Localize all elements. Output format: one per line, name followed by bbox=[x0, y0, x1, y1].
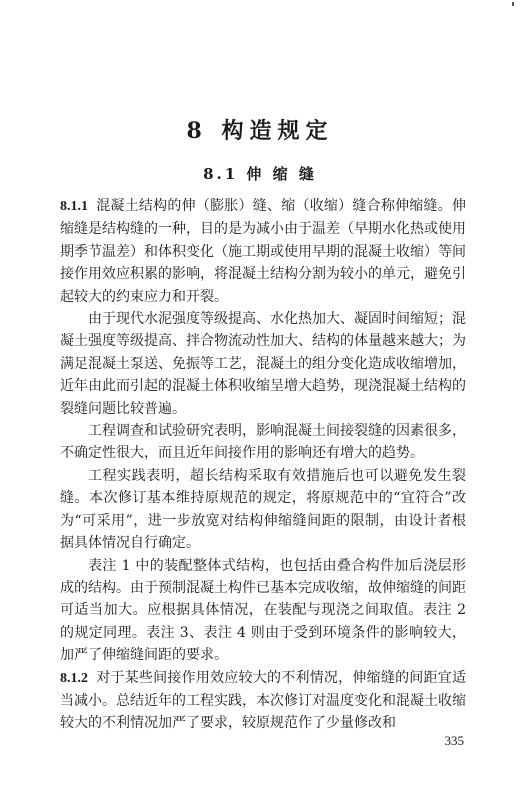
clause-number: 8.1.2 bbox=[60, 670, 88, 686]
body-text bbox=[60, 195, 466, 735]
paragraph-text: 对于某些间接作用效应较大的不利情况，伸缩缝的间距宜适当减小。总结近年的工程实践，本次修订对温度变化和混凝土收缩较大的不利情况加严了要求，较原规范作了少量修改和 bbox=[60, 669, 466, 732]
clause-paragraph bbox=[60, 195, 466, 308]
paragraph-text: 混凝土结构的伸（膨胀）缝、缩（收缩）缝合称伸缩缝。伸缩缝是结构缝的一种，目的是为减小由于温差（早期水化热或使用期季节温差）和体积变化（施工期或使用早期的混凝土收缩）等间接作用效应积累的影响，将混凝土结构分割为较小的单元，避免引起较大的约束应力和开裂。 bbox=[60, 198, 466, 305]
page-number: 335 bbox=[444, 733, 464, 748]
chapter-title: 8 构造规定 bbox=[186, 118, 334, 144]
section-title: 8.1 伸 缩 缝 bbox=[203, 165, 317, 183]
paragraph: 工程实践表明，超长结构采取有效措施后也可以避免发生裂缝。本次修订基本维持原规范的规定，将原规范中的“宜符合”改为“可采用”，进一步放宽对结构伸缩缝间距的限制，由设计者根据具体情况自行确定。 bbox=[60, 467, 466, 552]
clause-paragraph bbox=[60, 667, 466, 735]
paragraph: 由于现代水泥强度等级提高、水化热加大、凝固时间缩短；混凝土强度等级提高、拌合物流动性加大、结构的体量越来越大；为满足混凝土泵送、免振等工艺，混凝土的组分变化造成收缩增加，近年由此而引起的混凝土体积收缩呈增大趋势，现浇混凝土结构的裂缝问题比较普遍。 bbox=[60, 311, 466, 417]
paragraph: 工程调查和试验研究表明，影响混凝土间接裂缝的因素很多，不确定性很大，而且近年间接作用的影响还有增大的趋势。 bbox=[60, 423, 466, 462]
paragraph: 表注 1 中的装配整体式结构，也包括由叠合构件加后浇层形成的结构。由于预制混凝土构件已基本完成收缩，故伸缩缝的间距可适当加大。应根据具体情况，在装配与现浇之间取值。表注 2 的规定同理。表注 3、表注 4 则由于受到环境条件的影响较大，加严了伸缩缝间距的要求。 bbox=[60, 557, 466, 664]
scan-corner-mark bbox=[512, 2, 514, 6]
clause-number: 8.1.1 bbox=[60, 199, 88, 214]
